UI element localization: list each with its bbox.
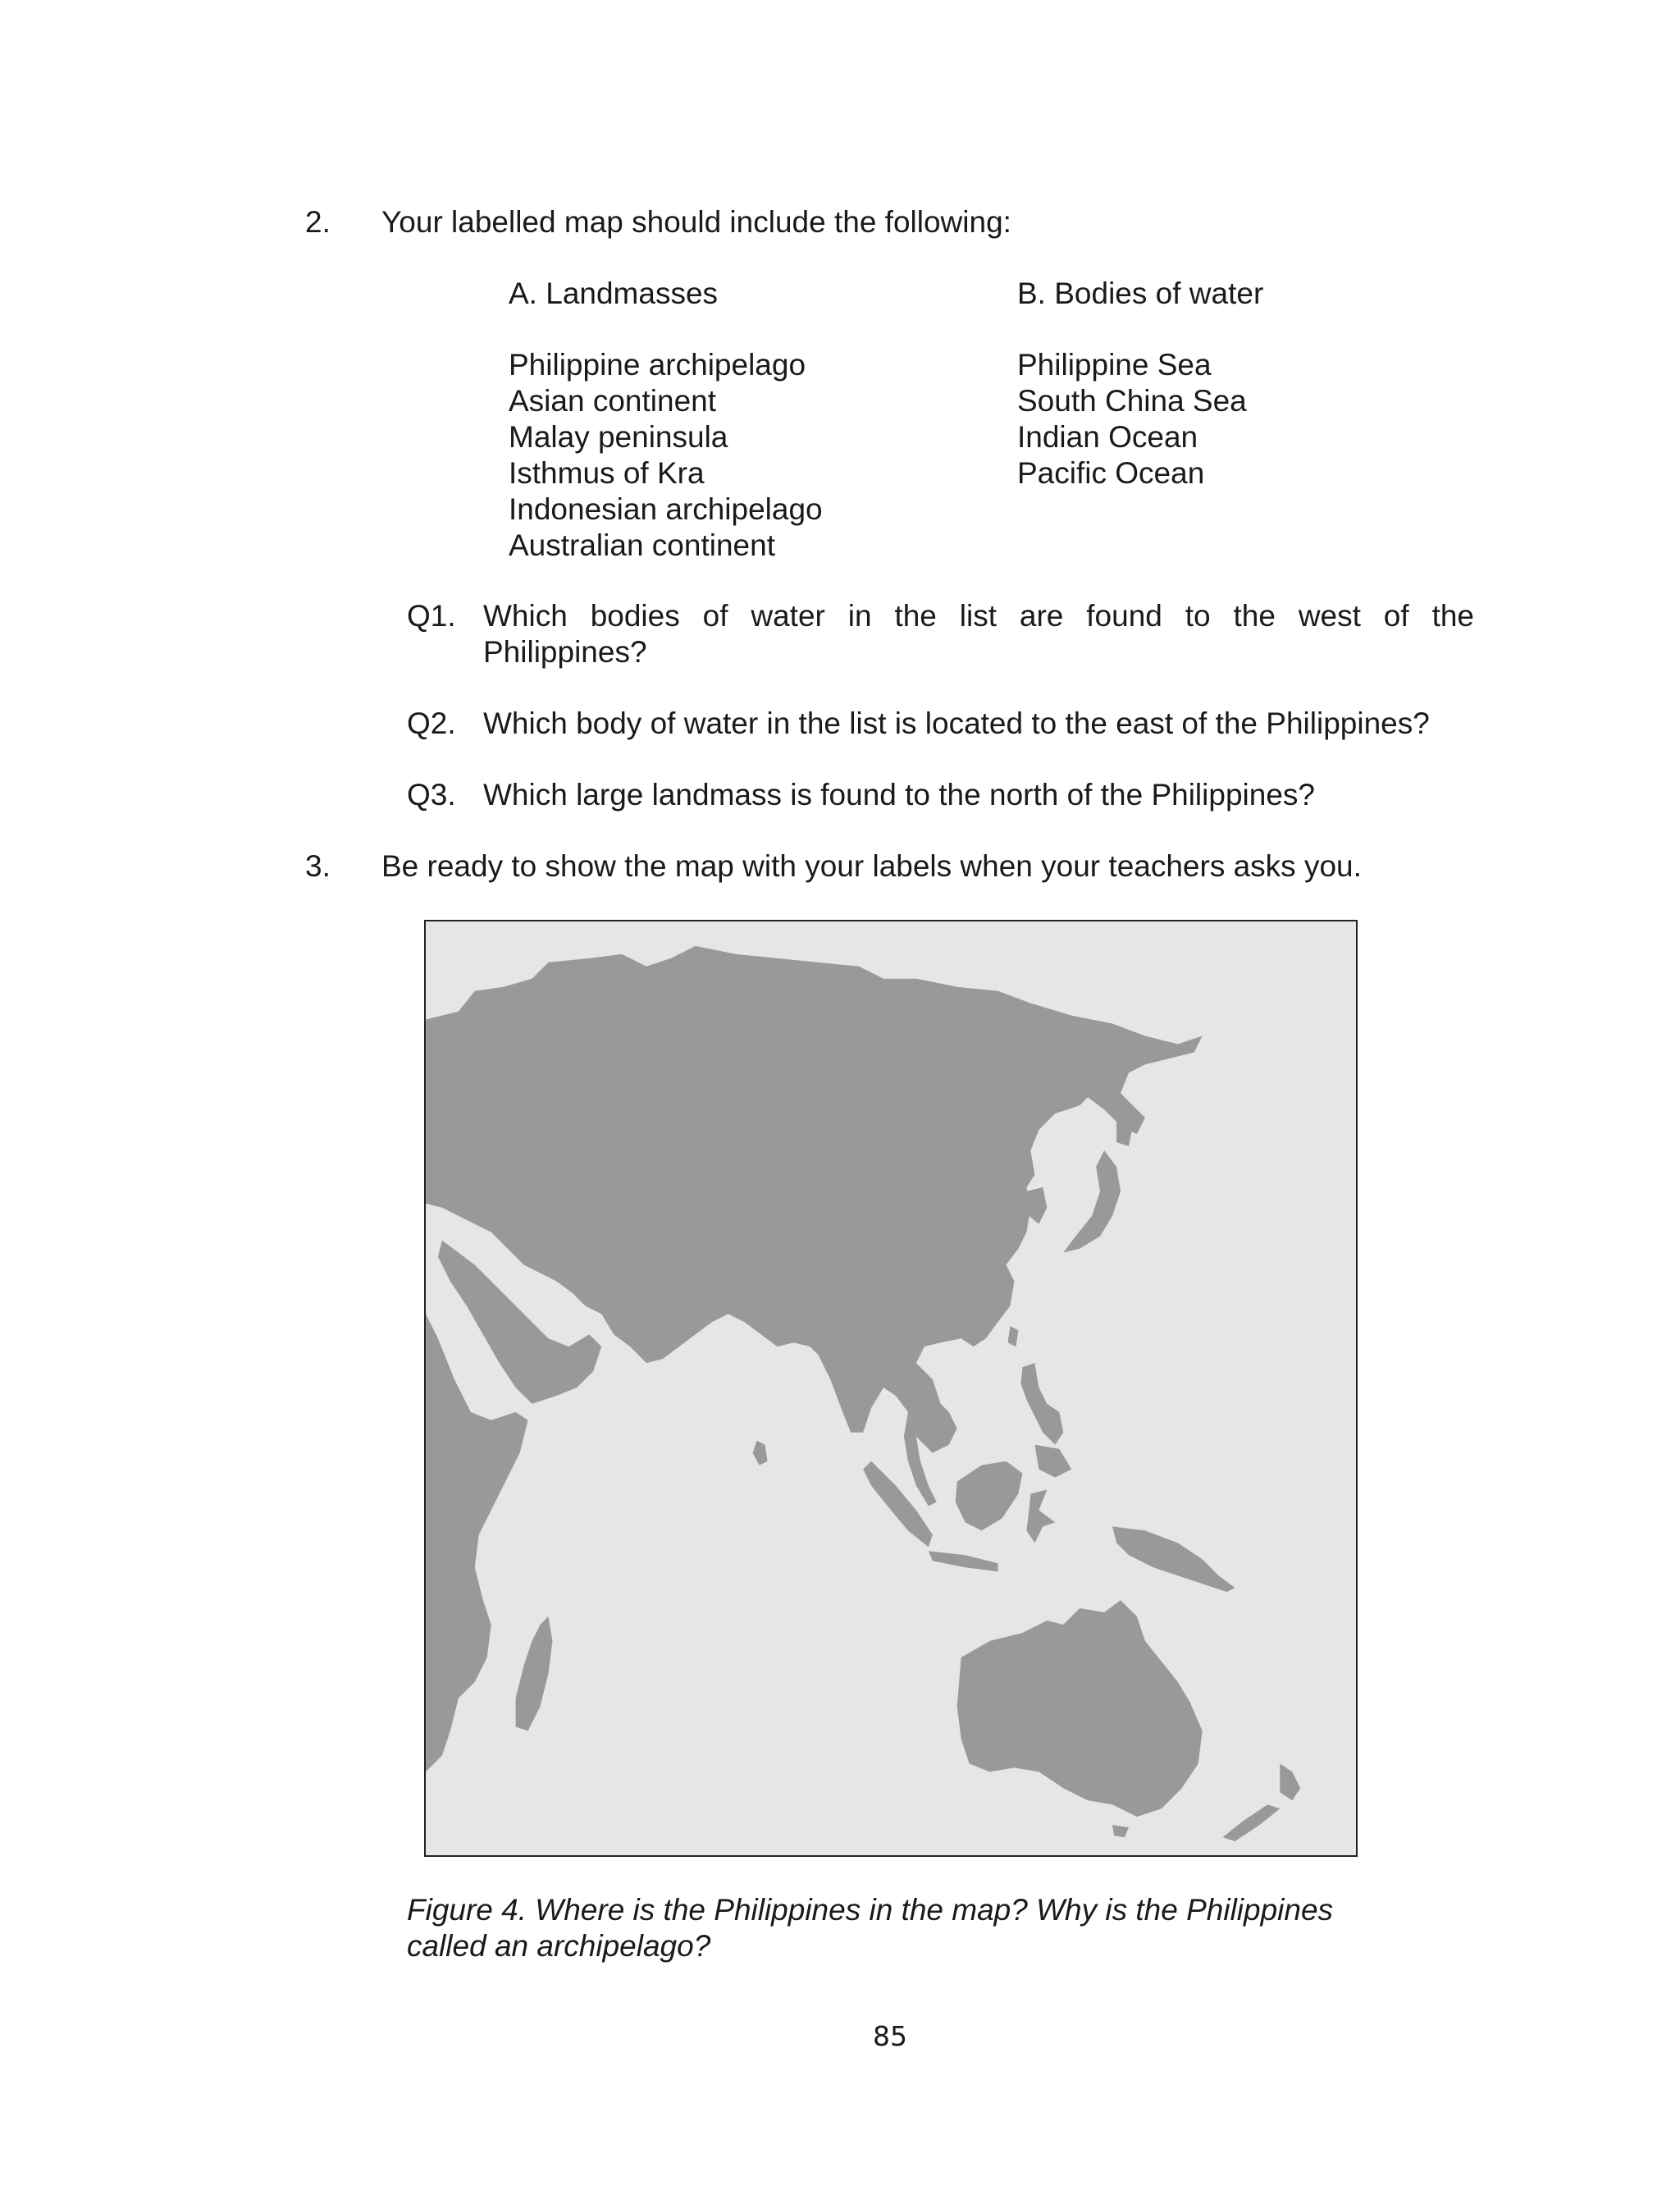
question-label: Q1.: [407, 599, 456, 633]
page-number: 85: [873, 2020, 907, 2052]
java: [929, 1551, 998, 1571]
waters-heading: B. Bodies of water: [1017, 277, 1264, 310]
madagascar: [516, 1616, 553, 1731]
mindanao: [1034, 1445, 1071, 1478]
list-item: Asian continent: [509, 384, 717, 418]
item-number: 2.: [305, 205, 331, 239]
list-item: South China Sea: [1017, 384, 1247, 418]
borneo: [956, 1461, 1023, 1531]
blank-map-asia-pacific: [424, 920, 1358, 1857]
new-zealand: [1280, 1763, 1300, 1800]
question-text: Which body of water in the list is located to the east of the Philippines?: [483, 706, 1430, 740]
item-text: Be ready to show the map with your labels when your teachers asks you.: [381, 849, 1362, 883]
list-item: Philippine archipelago: [509, 348, 806, 382]
list-item: Isthmus of Kra: [509, 456, 705, 490]
figure-caption-cont: called an archipelago?: [407, 1929, 711, 1963]
philippine-archipelago: [1020, 1363, 1063, 1445]
sulawesi: [1026, 1490, 1055, 1543]
list-item: Pacific Ocean: [1017, 456, 1205, 490]
tasmania: [1112, 1825, 1129, 1837]
list-item: Australian continent: [509, 528, 775, 562]
list-item: Malay peninsula: [509, 420, 728, 454]
taiwan: [1007, 1326, 1018, 1346]
question-text-cont: Philippines?: [483, 635, 647, 669]
list-item: Indian Ocean: [1017, 420, 1198, 454]
figure-caption: Figure 4. Where is the Philippines in the map? Why is the Philippines: [407, 1893, 1334, 1927]
item-text: Your labelled map should include the following:: [381, 205, 1011, 239]
new-zealand-south: [1223, 1804, 1281, 1841]
japan: [1063, 1150, 1121, 1253]
question-text: Which bodies of water in the list are found to the west of the: [483, 599, 1474, 633]
list-item: Philippine Sea: [1017, 348, 1212, 382]
question-label: Q3.: [407, 778, 456, 812]
sri-lanka: [753, 1441, 768, 1465]
korean-peninsula: [1026, 1187, 1047, 1224]
item-number: 3.: [305, 849, 331, 883]
question-text: Which large landmass is found to the north of the Philippines?: [483, 778, 1315, 812]
question-label: Q2.: [407, 706, 456, 740]
new-guinea: [1112, 1526, 1235, 1592]
list-item: Indonesian archipelago: [509, 492, 823, 526]
map-svg: [426, 921, 1356, 1855]
australian-continent: [957, 1600, 1203, 1817]
landmasses-heading: A. Landmasses: [509, 277, 719, 310]
